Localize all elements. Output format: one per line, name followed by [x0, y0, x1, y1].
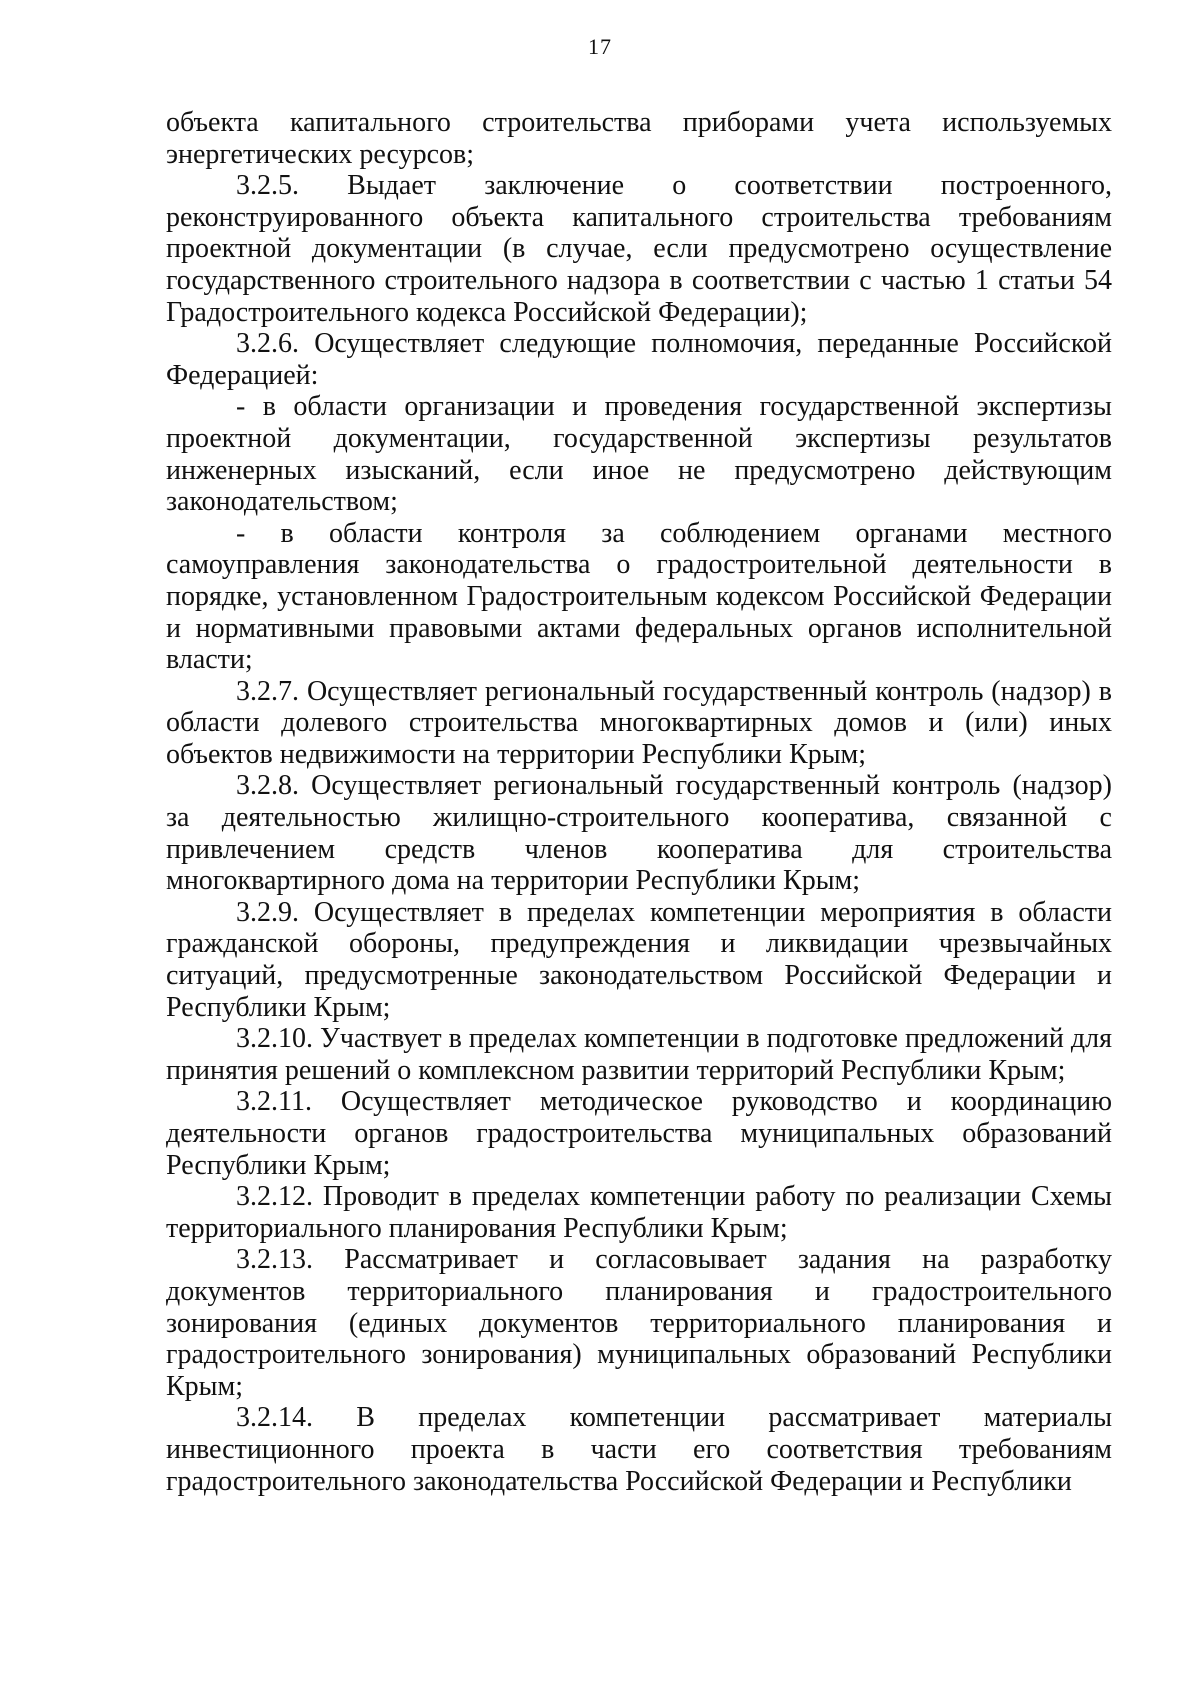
- paragraph-3-2-5: 3.2.5. Выдает заключение о соответствии построенного, реконструированного объекта капитального строительства требованиям проектной документации (в случае, если предусмотрено осуществление государственного строительного надзора в соответствии с частью 1 статьи 54 Градостроительного кодекса Российской Федерации);: [166, 170, 1112, 328]
- paragraph-3-2-6: 3.2.6. Осуществляет следующие полномочия, переданные Российской Федерацией:: [166, 328, 1112, 391]
- paragraph-3-2-12: 3.2.12. Проводит в пределах компетенции работу по реализации Схемы территориального планирования Республики Крым;: [166, 1181, 1112, 1244]
- paragraph-3-2-6-item-control: - в области контроля за соблюдением органами местного самоуправления законодательства о градостроительной деятельности в порядке, установленном Градостроительным кодексом Российской Федерации и нормативными правовыми актами федеральных органов исполнительной власти;: [166, 517, 1112, 676]
- page-number: 17: [588, 34, 612, 59]
- paragraph-3-2-6-item-expertise: - в области организации и проведения государственной экспертизы проектной документации, государственной экспертизы результатов инженерных изысканий, если иное не предусмотрено действующим законодательством;: [166, 391, 1112, 518]
- paragraph-3-2-10: 3.2.10. Участвует в пределах компетенции в подготовке предложений для принятия решений о комплексном развитии территорий Республики Крым;: [166, 1023, 1112, 1086]
- paragraph-continuation: объекта капитального строительства приборами учета используемых энергетических ресурсов;: [166, 107, 1112, 170]
- paragraph-3-2-13: 3.2.13. Рассматривает и согласовывает задания на разработку документов территориального планирования и градостроительного зонирования (единых документов территориального планирования и градостроительного зонирования) муниципальных образований Республики Крым;: [166, 1244, 1112, 1402]
- document-body: [166, 107, 1112, 1497]
- paragraph-3-2-7: 3.2.7. Осуществляет региональный государственный контроль (надзор) в области долевого строительства многоквартирных домов и (или) иных объектов недвижимости на территории Республики Крым;: [166, 675, 1112, 770]
- paragraph-3-2-11: 3.2.11. Осуществляет методическое руководство и координацию деятельности органов градостроительства муниципальных образований Республики Крым;: [166, 1086, 1112, 1181]
- paragraph-3-2-14: 3.2.14. В пределах компетенции рассматривает материалы инвестиционного проекта в части его соответствия требованиям градостроительного законодательства Российской Федерации и Республики: [166, 1402, 1112, 1497]
- paragraph-3-2-8: 3.2.8. Осуществляет региональный государственный контроль (надзор) за деятельностью жилищно-строительного кооператива, связанной с привлечением средств членов кооператива для строительства многоквартирного дома на территории Республики Крым;: [166, 770, 1112, 897]
- paragraph-3-2-9: 3.2.9. Осуществляет в пределах компетенции мероприятия в области гражданской обороны, предупреждения и ликвидации чрезвычайных ситуаций, предусмотренные законодательством Российской Федерации и Республики Крым;: [166, 896, 1112, 1023]
